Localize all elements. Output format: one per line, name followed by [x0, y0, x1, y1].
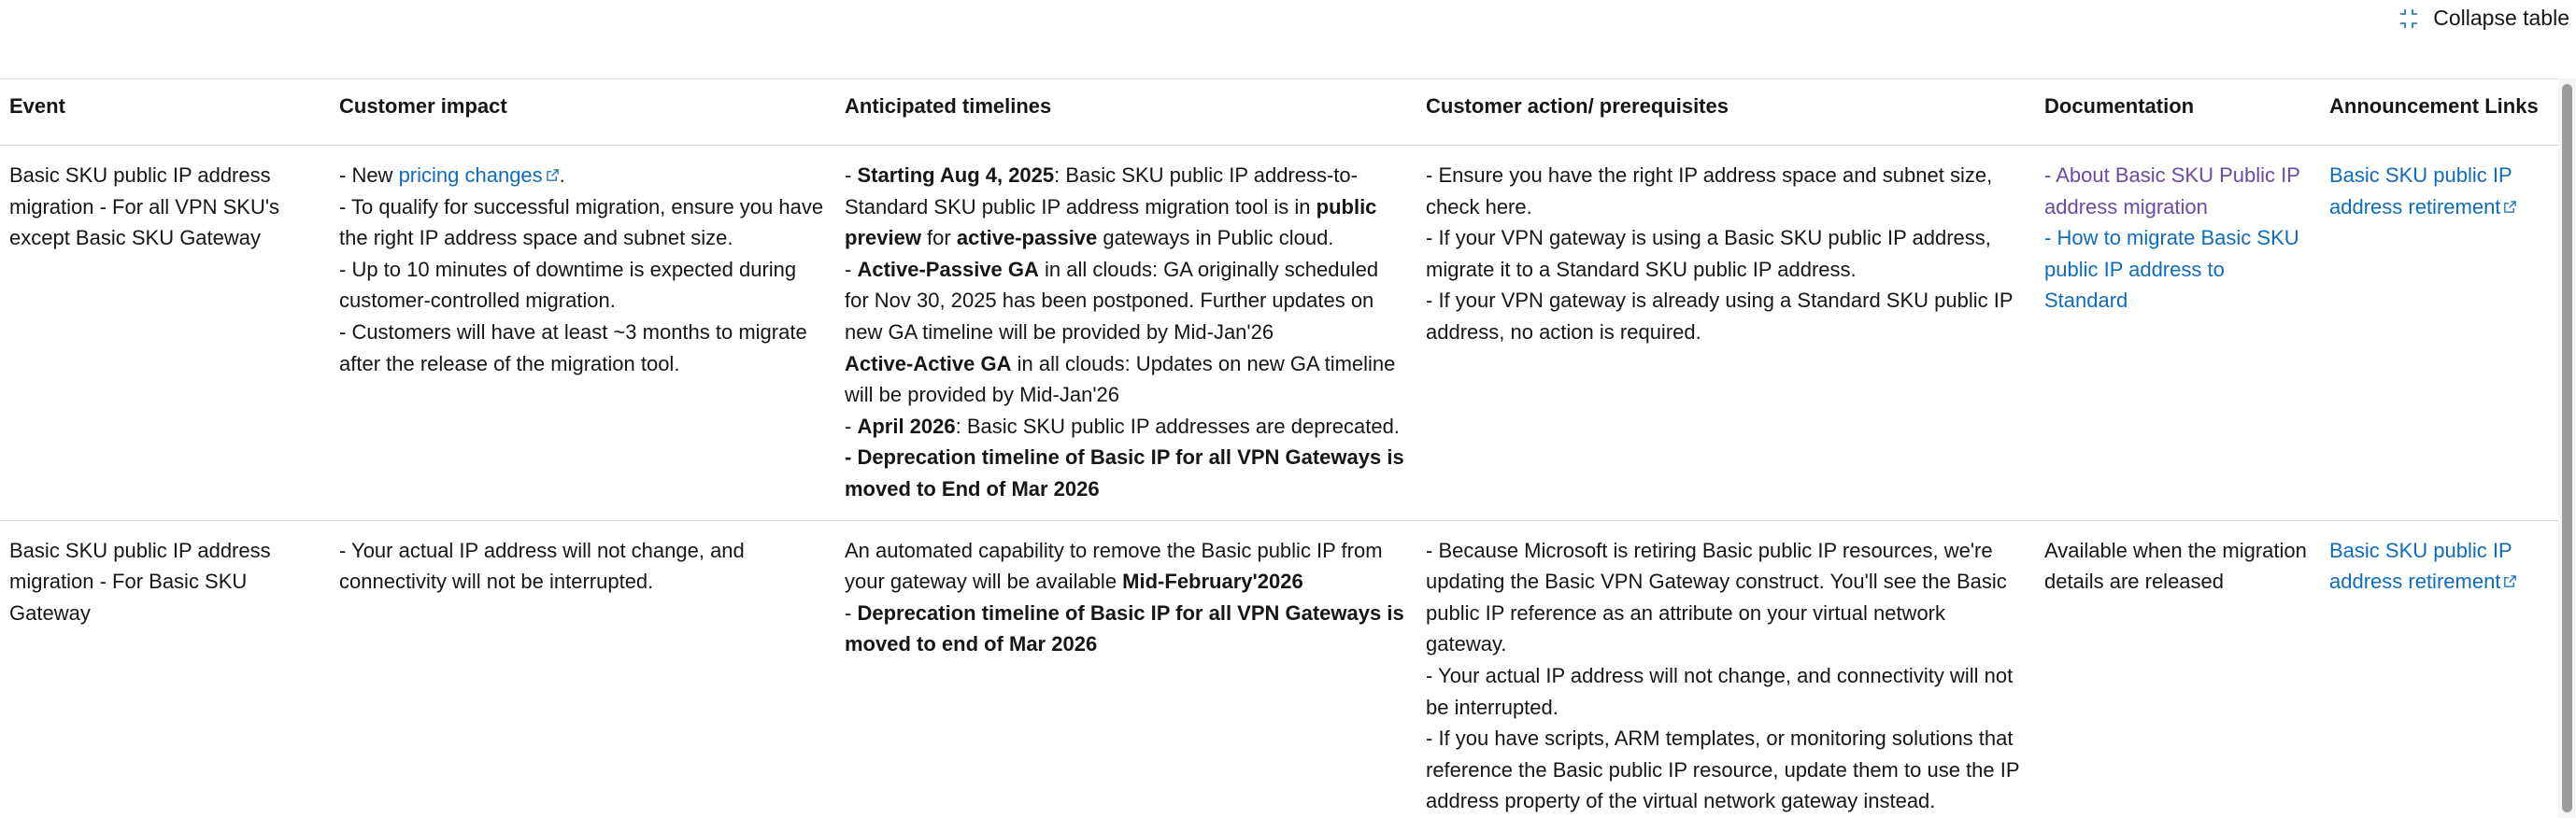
action-line: - Because Microsoft is retiring Basic public IP resources, we're updating the Basic VPN Gateway construct. You'll see the Basic public IP reference as an attribute on your virtual network gateway.	[1426, 538, 2007, 656]
external-link-icon	[546, 168, 560, 182]
timeline-line: - April 2026: Basic SKU public IP addresses are deprecated.	[845, 414, 1400, 438]
retirement-link-text: Basic SKU public IP address retirement	[2329, 163, 2512, 219]
retirement-table	[0, 78, 2558, 818]
header-documentation: Documentation	[2035, 79, 2320, 146]
external-link-icon	[2503, 200, 2517, 214]
collapse-table-label: Collapse table	[2433, 6, 2569, 30]
timeline-line: Active-Active GA in all clouds: Updates on new GA timeline will be provided by Mid-Jan'26	[845, 351, 1396, 407]
impact-text: - New	[339, 163, 399, 187]
impact-line: - Your actual IP address will not change, and connectivity will not be interrupted.	[339, 538, 745, 594]
action-line: - Ensure you have the right IP address space and subnet size, check here.	[1426, 163, 1993, 219]
event-cell: Basic SKU public IP address migration - For Basic SKU Gateway	[9, 538, 271, 625]
about-basic-sku-migration-link[interactable]: About Basic SKU Public IP address migration	[2044, 163, 2300, 219]
action-line: - If you have scripts, ARM templates, or monitoring solutions that reference the Basic public IP resource, update them to use the IP address property of the virtual network gateway instead.	[1426, 726, 2020, 813]
doc-line: Available when the migration details are released	[2044, 538, 2307, 594]
pricing-changes-link[interactable]	[399, 163, 560, 187]
customer-impact-cell	[330, 146, 835, 521]
announcement-links-cell	[2320, 146, 2558, 521]
basic-sku-retirement-link[interactable]	[2329, 163, 2517, 219]
announcement-links-cell	[2320, 520, 2558, 818]
retirement-link-text: Basic SKU public IP address retirement	[2329, 538, 2512, 594]
anticipated-timelines-cell	[835, 520, 1416, 818]
table-header-row	[0, 79, 2558, 146]
basic-sku-retirement-link[interactable]	[2329, 539, 2517, 594]
timeline-line: - Deprecation timeline of Basic IP for all VPN Gateways is moved to End of Mar 2026	[845, 445, 1404, 501]
action-line: - Your actual IP address will not change, and connectivity will not be interrupted.	[1426, 663, 2014, 719]
how-to-migrate-link[interactable]: How to migrate Basic SKU public IP address to Standard	[2044, 226, 2299, 313]
collapse-table-button[interactable]	[2398, 6, 2569, 31]
table-row	[0, 520, 2558, 818]
impact-line: - To qualify for successful migration, ensure you have the right IP address space and subnet size.	[339, 194, 824, 250]
customer-action-cell	[1416, 520, 2035, 818]
retirement-table-container	[0, 78, 2558, 818]
action-line: - If your VPN gateway is using a Basic SKU public IP address, migrate it to a Standard SKU public IP address.	[1426, 226, 1991, 281]
customer-action-cell	[1416, 146, 2035, 521]
header-announcement-links: Announcement Links	[2320, 79, 2558, 146]
impact-line: - Up to 10 minutes of downtime is expected during customer-controlled migration.	[339, 257, 797, 313]
anticipated-timelines-cell	[835, 146, 1416, 521]
timeline-line: - Active-Passive GA in all clouds: GA originally scheduled for Nov 30, 2025 has been postponed. Further updates on new GA timeline will be provided by Mid-Jan'26	[845, 257, 1379, 344]
customer-impact-cell	[330, 520, 835, 818]
action-line: - If your VPN gateway is already using a Standard SKU public IP address, no action is required.	[1426, 289, 2014, 344]
header-customer-action: Customer action/ prerequisites	[1416, 79, 2035, 146]
header-event: Event	[0, 79, 330, 146]
doc-line: - About Basic SKU Public IP address migration	[2044, 163, 2300, 219]
scrollbar-thumb[interactable]	[2562, 84, 2572, 812]
table-row	[0, 146, 2558, 521]
header-customer-impact: Customer impact	[330, 79, 835, 146]
vertical-scrollbar[interactable]	[2558, 78, 2576, 818]
documentation-cell	[2035, 520, 2320, 818]
documentation-cell	[2035, 146, 2320, 521]
impact-line: - Customers will have at least ~3 months to migrate after the release of the migration tool.	[339, 319, 807, 375]
external-link-icon	[2503, 574, 2517, 588]
impact-text: .	[559, 163, 565, 187]
timeline-line: - Deprecation timeline of Basic IP for all VPN Gateways is moved to end of Mar 2026	[845, 600, 1404, 656]
pricing-changes-link-text: pricing changes	[398, 163, 543, 187]
doc-line: - How to migrate Basic SKU public IP address to Standard	[2044, 226, 2299, 313]
event-cell: Basic SKU public IP address migration - For all VPN SKU's except Basic SKU Gateway	[9, 163, 280, 250]
collapse-icon	[2398, 7, 2420, 30]
impact-line	[339, 160, 826, 191]
timeline-line: - Starting Aug 4, 2025: Basic SKU public IP address-to-Standard SKU public IP address migration tool is in public preview for active-passive gateways in Public cloud.	[845, 163, 1377, 250]
header-anticipated-timelines: Anticipated timelines	[835, 79, 1416, 146]
timeline-line: An automated capability to remove the Basic public IP from your gateway will be available Mid-February'2026	[845, 538, 1383, 594]
